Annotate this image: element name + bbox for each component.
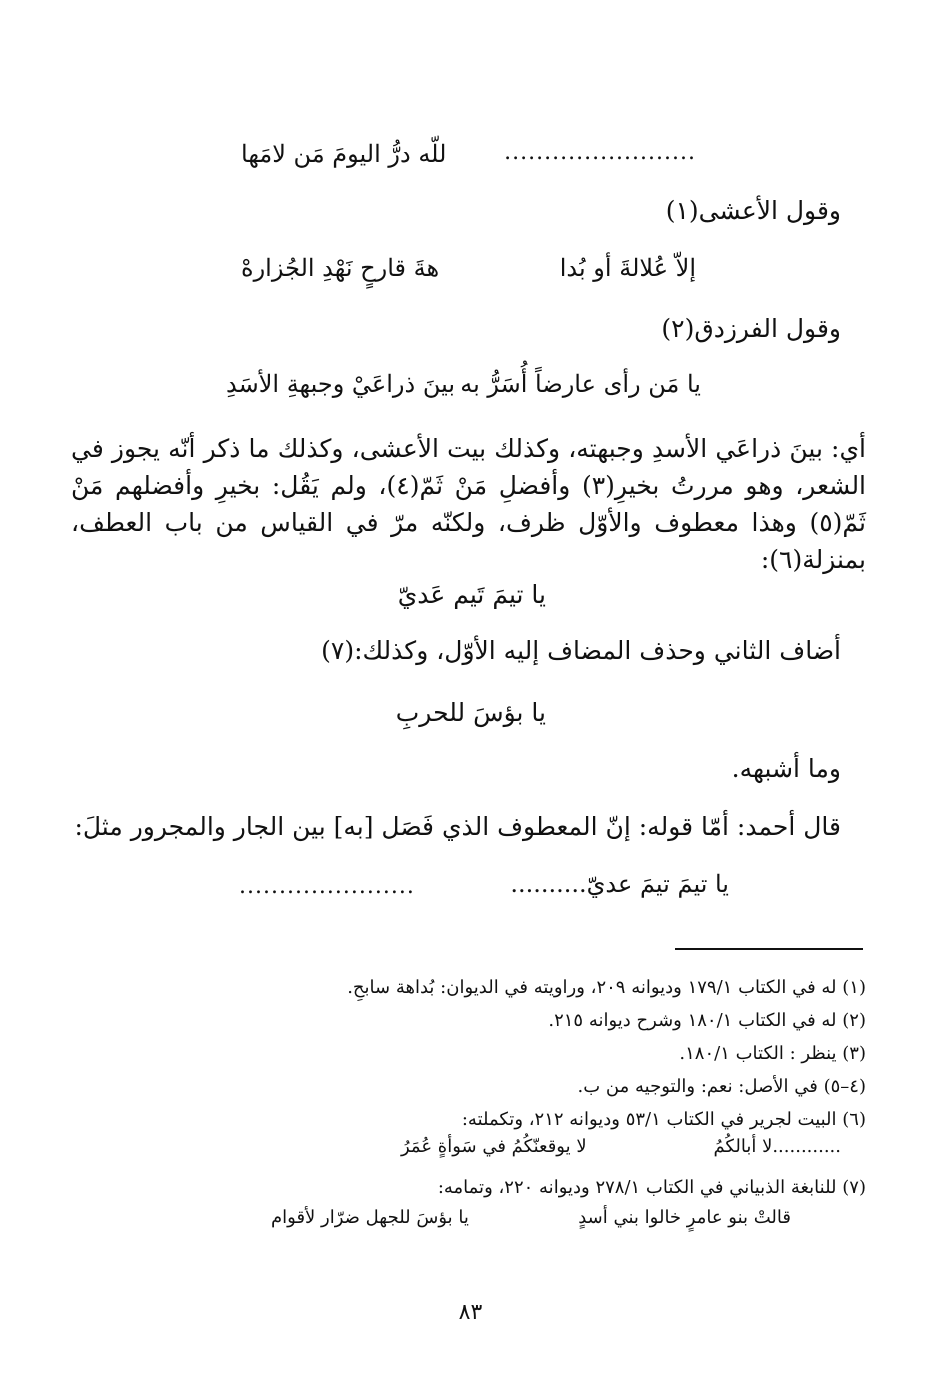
paragraph-2: أضاف الثاني وحذف المضاف إليه الأوّل، وكذلك:(٧)	[321, 636, 841, 665]
footnote-6: (٦) البيت لجرير في الكتاب ٥٣/١ وديوانه ٢١٢، وتكملته:	[461, 1109, 866, 1130]
footnote-4-5: (٤–٥) في الأصل: نعم: والتوجيه من ب.	[577, 1076, 866, 1097]
footnote-7-verse	[271, 1207, 791, 1239]
intro-al-asha: وقول الأعشى(١)	[665, 196, 841, 225]
verse-1-hemistich-right: ........................	[504, 140, 696, 165]
verse-1-hemistich-left: للّه درُّ اليومَ مَن لامَها	[241, 140, 447, 168]
verse-2-hemistich-right: إلاّ عُلالةَ أو بُدا	[559, 254, 696, 282]
intro-al-farazdaq: وقول الفرزدق(٢)	[661, 314, 841, 343]
verse-4-hemistich-right: يا تيمَ تيمَ عديّ..........	[510, 870, 729, 898]
footnote-6-verse-right: ............لا أبالكُمُ	[713, 1136, 841, 1157]
paragraph-3: وما أشبهه.	[731, 754, 841, 783]
verse-3	[226, 370, 701, 406]
footnote-1: (١) له في الكتاب ١٧٩/١ وديوانه ٢٠٩، وراويته في الديوان: بُداهة سابحِ.	[347, 977, 866, 998]
footnote-7-verse-left: يا بؤسَ للجهل ضرّار لأقوام	[271, 1207, 469, 1228]
footnote-2: (٢) له في الكتاب ١٨٠/١ وشرح ديوانه ٢١٥.	[548, 1010, 866, 1031]
verse-4	[239, 870, 729, 906]
page-number: ٨٣	[458, 1300, 483, 1325]
footnote-separator	[675, 948, 863, 950]
footnote-7-verse-right: قالتْ بنو عامرٍ خالوا بني أسدٍ	[578, 1207, 791, 1228]
footnote-7: (٧) للنابغة الذبياني في الكتاب ٢٧٨/١ وديوانه ٢٢٠، وتمامه:	[437, 1177, 866, 1198]
quote-ya-bus: يا بؤسَ للحربِ	[395, 698, 546, 727]
verse-1	[241, 140, 696, 176]
paragraph-4: قال أحمد: أمّا قوله: إنّ المعطوف الذي فَصَل [به] بين الجار والمجرور مثلَ:	[74, 812, 841, 841]
verse-2-hemistich-left: هةَ قارحٍ نَهْدِ الجُزارهْ	[241, 254, 440, 282]
verse-3-hemistich-right: يا مَن رأى عارضاً أُسَرُّ به	[460, 370, 701, 398]
footnote-6-verse	[401, 1136, 841, 1168]
quote-ya-taym: يا تيمَ تَيم عَديّ	[397, 580, 546, 609]
verse-4-hemistich-left: ......................	[239, 874, 415, 899]
footnote-3: (٣) ينظر : الكتاب ١٨٠/١.	[679, 1043, 866, 1064]
verse-3-hemistich-left: بينَ ذراعَيْ وجبهةِ الأسَدِ	[226, 370, 456, 398]
paragraph-1: أي: بينَ ذراعَي الأسدِ وجبهته، وكذلك بيت الأعشى، وكذلك ما ذكر أنّه يجوز في الشعر، وهو مررتُ بخيرِ(٣) وأفضلِ مَنْ ثَمّ(٤)، ولم يَقُل: بخيرِ وأفضلهم مَنْ ثَمّ(٥) وهذا معطوف والأوّل ظرف، ولكنّه مرّ في القياس من باب العطف، بمنزلة(٦):	[71, 434, 867, 574]
verse-2	[241, 254, 696, 290]
footnote-6-verse-left: لا يوقعنّكُمُ في سَوأةٍ عُمَرُ	[401, 1136, 587, 1157]
